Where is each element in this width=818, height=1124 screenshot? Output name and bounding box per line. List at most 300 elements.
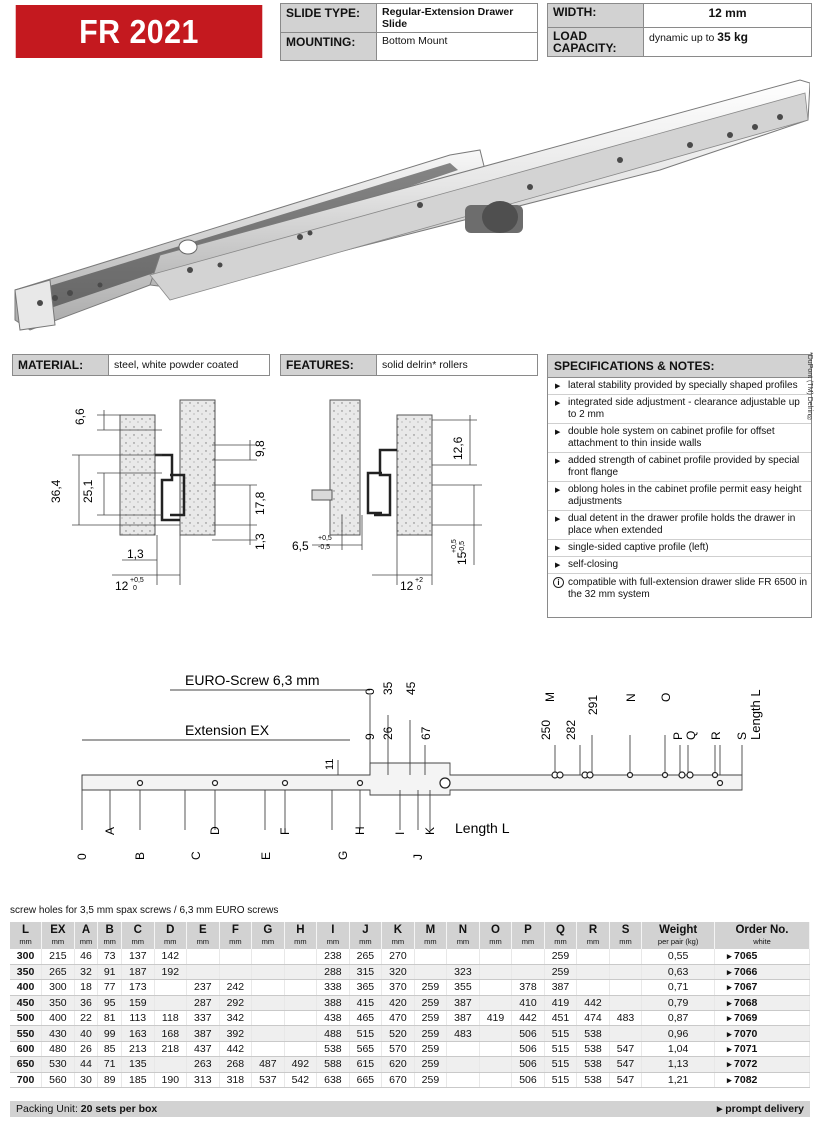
column-header-c: C mm — [122, 922, 155, 949]
table-cell — [219, 949, 252, 964]
table-cell: 538 — [577, 1057, 610, 1072]
table-cell: 542 — [284, 1072, 317, 1087]
table-cell: 483 — [447, 1026, 480, 1041]
load-capacity-label: LOAD CAPACITY: — [548, 28, 644, 57]
table-cell: 270 — [382, 949, 415, 964]
table-cell: 259 — [414, 1072, 447, 1087]
table-cell: 238 — [317, 949, 350, 964]
table-cell — [512, 964, 545, 979]
order-number-cell: ▸ 7068 — [715, 995, 810, 1010]
column-header-l: L mm — [10, 922, 42, 949]
table-cell: 168 — [154, 1026, 187, 1041]
column-header-j: J mm — [349, 922, 382, 949]
table-cell: 355 — [447, 980, 480, 995]
table-cell — [187, 964, 220, 979]
table-cell: 415 — [349, 995, 382, 1010]
table-row — [10, 949, 810, 964]
table-cell: 40 — [74, 1026, 98, 1041]
table-cell — [447, 1072, 480, 1087]
table-cell: 71 — [98, 1057, 122, 1072]
cross-section-drawings — [12, 385, 532, 610]
table-cell: 670 — [382, 1072, 415, 1087]
top-dim-45: 45 — [404, 681, 418, 695]
table-cell: 288 — [317, 964, 350, 979]
table-cell — [284, 995, 317, 1010]
table-cell: 85 — [98, 1041, 122, 1056]
dim-right-12-tol-dn: 0 — [417, 585, 421, 592]
table-cell: 506 — [512, 1072, 545, 1087]
specifications-box — [547, 354, 812, 618]
table-cell — [252, 995, 285, 1010]
bottom-label-H: H — [353, 826, 367, 835]
table-cell: 142 — [154, 949, 187, 964]
table-cell: 73 — [98, 949, 122, 964]
order-number-cell: ▸ 7065 — [715, 949, 810, 964]
dim-left-12-tol-up: +0,5 — [130, 577, 144, 584]
table-cell — [252, 1041, 285, 1056]
order-number-cell: ▸ 7072 — [715, 1057, 810, 1072]
column-header-d: D mm — [154, 922, 187, 949]
table-cell: 46 — [74, 949, 98, 964]
table-cell: 213 — [122, 1041, 155, 1056]
top-dim-35: 35 — [381, 681, 395, 695]
table-cell — [447, 1057, 480, 1072]
spec-item: ▶ lateral stability provided by specially shaped profiles — [548, 378, 811, 395]
table-cell: 242 — [219, 980, 252, 995]
table-cell — [154, 1057, 187, 1072]
table-cell: 0,96 — [642, 1026, 715, 1041]
bottom-label-0: 0 — [75, 853, 89, 860]
dim-left-1-3: 1,3 — [127, 547, 144, 561]
table-cell: 400 — [42, 1011, 75, 1026]
table-cell — [252, 964, 285, 979]
table-cell — [284, 980, 317, 995]
dim-left-1-3-vertical: 1,3 — [253, 533, 267, 550]
table-cell: 259 — [414, 1026, 447, 1041]
table-cell: 259 — [414, 1057, 447, 1072]
features-value: solid delrin* rollers — [377, 355, 538, 376]
column-header-o: O mm — [479, 922, 512, 949]
column-header-ex: EX mm — [42, 922, 75, 949]
bottom-label-A: A — [103, 826, 117, 835]
table-cell: 192 — [154, 964, 187, 979]
table-cell: 378 — [512, 980, 545, 995]
table-cell: 520 — [382, 1026, 415, 1041]
table-cell — [479, 949, 512, 964]
table-cell — [609, 949, 642, 964]
table-cell: 1,13 — [642, 1057, 715, 1072]
table-cell: 300 — [42, 980, 75, 995]
table-cell: 388 — [317, 995, 350, 1010]
column-header-i: I mm — [317, 922, 350, 949]
table-cell — [479, 964, 512, 979]
table-cell: 442 — [577, 995, 610, 1010]
table-cell: 89 — [98, 1072, 122, 1087]
packing-unit: Packing Unit: 20 sets per box — [16, 1103, 158, 1115]
table-cell: 1,04 — [642, 1041, 715, 1056]
table-cell: 438 — [317, 1011, 350, 1026]
bullet-icon: ▶ — [555, 429, 561, 436]
bullet-icon: ▶ — [555, 516, 561, 523]
table-cell: 483 — [609, 1011, 642, 1026]
length-l-top-label: Length L — [748, 689, 763, 740]
bullet-icon: ▶ — [555, 458, 561, 465]
table-cell: 185 — [122, 1072, 155, 1087]
table-cell: 638 — [317, 1072, 350, 1087]
table-cell: 550 — [10, 1026, 42, 1041]
table-cell: 465 — [349, 1011, 382, 1026]
table-cell: 387 — [447, 995, 480, 1010]
bottom-label-B: B — [133, 851, 147, 860]
table-cell — [284, 949, 317, 964]
table-cell: 500 — [10, 1011, 42, 1026]
dim-left-25-1: 25,1 — [81, 479, 95, 503]
spec-item: ▶ oblong holes in the cabinet profile permit easy height adjustments — [548, 482, 811, 511]
table-cell: 419 — [544, 995, 577, 1010]
table-cell: 480 — [42, 1041, 75, 1056]
table-header-row — [10, 922, 810, 949]
dim-right-12: 12 — [400, 579, 414, 593]
column-header-h: H mm — [284, 922, 317, 949]
top-letter-N: N — [624, 693, 638, 702]
order-number-cell: ▸ 7069 — [715, 1011, 810, 1026]
table-cell: 259 — [544, 949, 577, 964]
table-cell — [284, 1011, 317, 1026]
table-cell: 342 — [219, 1011, 252, 1026]
bottom-label-K: K — [423, 826, 437, 835]
table-cell: 487 — [252, 1057, 285, 1072]
top-dim-291: 291 — [586, 694, 600, 715]
spec-item: ▶ added strength of cabinet profile provided by special front flange — [548, 453, 811, 482]
table-cell: 323 — [447, 964, 480, 979]
table-cell: 0,63 — [642, 964, 715, 979]
table-cell: 515 — [544, 1072, 577, 1087]
bottom-label-D: D — [208, 826, 222, 835]
table-cell — [479, 1057, 512, 1072]
bottom-label-E: E — [259, 851, 273, 860]
table-cell — [577, 949, 610, 964]
column-header-n: N mm — [447, 922, 480, 949]
top-dim-282: 282 — [564, 719, 578, 740]
table-footer — [10, 1101, 810, 1117]
table-cell: 442 — [512, 1011, 545, 1026]
table-caption: screw holes for 3,5 mm spax screws / 6,3 mm EURO screws — [10, 905, 279, 916]
table-cell: 538 — [577, 1026, 610, 1041]
info-icon: i — [553, 577, 564, 588]
table-cell: 95 — [98, 995, 122, 1010]
bullet-icon: ▶ — [555, 400, 561, 407]
dim-right-6-5: 6,5 — [292, 539, 309, 553]
table-cell: 1,21 — [642, 1072, 715, 1087]
table-cell: 665 — [349, 1072, 382, 1087]
table-cell: 32 — [74, 964, 98, 979]
table-cell: 259 — [414, 1011, 447, 1026]
top-letter-O: O — [659, 692, 673, 702]
table-cell: 538 — [577, 1041, 610, 1056]
table-cell: 442 — [219, 1041, 252, 1056]
load-capacity-value: 35 kg — [717, 30, 748, 44]
dim-11-label: 11 — [324, 758, 336, 770]
spec-item: ▶ integrated side adjustment - clearance adjustable up to 2 mm — [548, 395, 811, 424]
table-cell: 259 — [414, 995, 447, 1010]
table-cell — [479, 1026, 512, 1041]
table-cell: 547 — [609, 1057, 642, 1072]
order-number-cell: ▸ 7070 — [715, 1026, 810, 1041]
column-header-s: S mm — [609, 922, 642, 949]
column-header-weight: Weight per pair (kg) — [642, 922, 715, 949]
specifications-list — [548, 378, 811, 574]
table-cell: 259 — [414, 1041, 447, 1056]
top-letter-S: S — [735, 731, 749, 740]
bullet-icon: ▶ — [555, 562, 561, 569]
column-header-order-no-: Order No. white — [715, 922, 810, 949]
spec-item: ▶ self-closing — [548, 557, 811, 574]
table-cell — [447, 949, 480, 964]
table-cell: 400 — [10, 980, 42, 995]
size-info-table — [547, 3, 812, 57]
top-letter-M: M — [543, 692, 557, 702]
euro-screw-label: EURO-Screw 6,3 mm — [185, 672, 320, 688]
column-header-e: E mm — [187, 922, 220, 949]
order-number-cell: ▸ 7066 — [715, 964, 810, 979]
table-cell — [512, 949, 545, 964]
spec-item: ▶ double hole system on cabinet profile for offset attachment to thin inside walls — [548, 424, 811, 453]
table-cell: 600 — [10, 1041, 42, 1056]
extension-label: Extension EX — [185, 722, 270, 738]
load-capacity-cell — [644, 28, 812, 57]
table-cell — [609, 964, 642, 979]
table-row — [10, 980, 810, 995]
table-cell: 265 — [42, 964, 75, 979]
table-row — [10, 1041, 810, 1056]
length-l-bottom-label: Length L — [455, 820, 510, 836]
table-cell — [252, 1026, 285, 1041]
dim-right-15-tol-up: +0,5 — [451, 539, 458, 553]
slide-type-value: Regular-Extension Drawer Slide — [377, 4, 538, 33]
table-cell: 620 — [382, 1057, 415, 1072]
table-cell: 30 — [74, 1072, 98, 1087]
table-cell: 430 — [42, 1026, 75, 1041]
table-cell: 0,55 — [642, 949, 715, 964]
table-cell: 450 — [10, 995, 42, 1010]
table-cell: 437 — [187, 1041, 220, 1056]
table-cell — [154, 995, 187, 1010]
table-cell: 387 — [544, 980, 577, 995]
table-cell: 419 — [479, 1011, 512, 1026]
width-value: 12 mm — [644, 4, 812, 28]
table-cell: 488 — [317, 1026, 350, 1041]
table-cell — [252, 980, 285, 995]
top-dim-250: 250 — [539, 719, 553, 740]
table-cell: 350 — [10, 964, 42, 979]
dim-right-6-5-tol-up: +0,5 — [318, 535, 332, 542]
dim-right-12-tol-up: +2 — [415, 577, 423, 584]
table-cell — [187, 949, 220, 964]
table-cell: 547 — [609, 1072, 642, 1087]
table-cell: 320 — [382, 964, 415, 979]
table-row — [10, 1026, 810, 1041]
load-capacity-prefix: dynamic up to — [649, 32, 715, 44]
prompt-delivery-label: ▸ prompt delivery — [717, 1103, 804, 1115]
product-title: FR 2021 — [16, 5, 263, 58]
table-cell: 570 — [382, 1041, 415, 1056]
bottom-label-F: F — [278, 827, 292, 835]
drawer-slide-product-image — [10, 75, 810, 340]
bottom-label-J: J — [411, 854, 425, 860]
dim-left-12: 12 — [115, 579, 129, 593]
table-row — [10, 995, 810, 1010]
column-header-m: M mm — [414, 922, 447, 949]
top-dim-0: 0 — [363, 688, 377, 695]
column-header-g: G mm — [252, 922, 285, 949]
table-cell: 218 — [154, 1041, 187, 1056]
table-cell: 18 — [74, 980, 98, 995]
table-cell: 315 — [349, 964, 382, 979]
table-cell — [414, 949, 447, 964]
table-cell: 22 — [74, 1011, 98, 1026]
table-cell: 187 — [122, 964, 155, 979]
dim-right-12-6: 12,6 — [451, 436, 465, 460]
table-cell — [479, 1072, 512, 1087]
table-cell — [609, 1026, 642, 1041]
table-cell: 474 — [577, 1011, 610, 1026]
column-header-b: B mm — [98, 922, 122, 949]
table-cell: 615 — [349, 1057, 382, 1072]
table-cell: 313 — [187, 1072, 220, 1087]
table-cell: 538 — [317, 1041, 350, 1056]
specifications-title: SPECIFICATIONS & NOTES: — [548, 355, 811, 378]
table-cell: 263 — [187, 1057, 220, 1072]
top-dim-67: 67 — [419, 726, 433, 740]
table-cell — [252, 1011, 285, 1026]
table-cell: 588 — [317, 1057, 350, 1072]
table-cell: 318 — [219, 1072, 252, 1087]
table-cell: 292 — [219, 995, 252, 1010]
width-label: WIDTH: — [548, 4, 644, 28]
table-cell: 530 — [42, 1057, 75, 1072]
table-cell: 91 — [98, 964, 122, 979]
table-cell: 515 — [544, 1026, 577, 1041]
material-table — [12, 354, 270, 376]
dim-left-17-8: 17,8 — [253, 491, 267, 515]
table-cell: 470 — [382, 1011, 415, 1026]
order-number-cell: ▸ 7067 — [715, 980, 810, 995]
table-cell: 392 — [219, 1026, 252, 1041]
table-cell — [609, 980, 642, 995]
table-cell: 700 — [10, 1072, 42, 1087]
top-letter-Q: Q — [684, 730, 698, 740]
table-cell: 387 — [447, 1011, 480, 1026]
column-header-a: A mm — [74, 922, 98, 949]
dim-right-6-5-tol-dn: -0,5 — [318, 544, 331, 551]
table-cell: 190 — [154, 1072, 187, 1087]
table-cell: 268 — [219, 1057, 252, 1072]
table-cell: 506 — [512, 1026, 545, 1041]
bottom-label-G: G — [336, 850, 350, 860]
top-letter-R: R — [709, 731, 723, 740]
table-cell — [447, 1041, 480, 1056]
bullet-icon: ▶ — [555, 545, 561, 552]
table-cell — [609, 995, 642, 1010]
dim-right-15-tol-dn: -0,5 — [459, 540, 466, 553]
table-cell: 215 — [42, 949, 75, 964]
bullet-icon: ▶ — [555, 487, 561, 494]
table-cell: 300 — [10, 949, 42, 964]
table-cell — [479, 980, 512, 995]
dimensions-table — [10, 922, 810, 1088]
table-cell: 0,87 — [642, 1011, 715, 1026]
slide-info-table — [280, 3, 538, 61]
table-cell: 0,71 — [642, 980, 715, 995]
table-cell: 537 — [252, 1072, 285, 1087]
table-cell: 350 — [42, 995, 75, 1010]
table-cell — [414, 964, 447, 979]
dim-left-36-4: 36,4 — [49, 479, 63, 503]
top-dim-26: 26 — [381, 726, 395, 740]
table-cell: 538 — [577, 1072, 610, 1087]
table-cell: 387 — [187, 1026, 220, 1041]
table-cell — [577, 980, 610, 995]
table-cell: 515 — [349, 1026, 382, 1041]
table-cell: 515 — [544, 1057, 577, 1072]
column-header-f: F mm — [219, 922, 252, 949]
table-cell: 173 — [122, 980, 155, 995]
material-label: MATERIAL: — [13, 355, 109, 376]
order-number-cell: ▸ 7082 — [715, 1072, 810, 1087]
table-cell: 81 — [98, 1011, 122, 1026]
table-cell — [284, 1041, 317, 1056]
top-dim-9: 9 — [363, 733, 377, 740]
table-cell: 287 — [187, 995, 220, 1010]
table-row — [10, 964, 810, 979]
material-value: steel, white powder coated — [109, 355, 270, 376]
table-cell — [479, 995, 512, 1010]
table-cell: 118 — [154, 1011, 187, 1026]
dim-left-6-6: 6,6 — [73, 408, 87, 425]
table-cell: 44 — [74, 1057, 98, 1072]
bottom-label-C: C — [189, 851, 203, 860]
table-cell: 337 — [187, 1011, 220, 1026]
table-cell — [154, 980, 187, 995]
table-cell: 410 — [512, 995, 545, 1010]
table-cell: 135 — [122, 1057, 155, 1072]
slide-type-label: SLIDE TYPE: — [281, 4, 377, 33]
table-cell: 560 — [42, 1072, 75, 1087]
dim-right-15: 15 — [455, 551, 469, 565]
table-cell — [284, 1026, 317, 1041]
table-cell — [479, 1041, 512, 1056]
table-cell — [219, 964, 252, 979]
table-cell — [252, 949, 285, 964]
compatibility-note: i compatible with full-extension drawer slide FR 6500 in the 32 mm system — [548, 574, 811, 604]
table-cell: 99 — [98, 1026, 122, 1041]
table-cell: 370 — [382, 980, 415, 995]
table-cell: 565 — [349, 1041, 382, 1056]
table-cell: 506 — [512, 1057, 545, 1072]
top-letter-P: P — [671, 731, 685, 740]
table-cell: 36 — [74, 995, 98, 1010]
table-cell: 265 — [349, 949, 382, 964]
column-header-r: R mm — [577, 922, 610, 949]
table-cell: 451 — [544, 1011, 577, 1026]
dim-left-12-tol-dn: 0 — [133, 585, 137, 592]
table-cell: 506 — [512, 1041, 545, 1056]
table-cell: 0,79 — [642, 995, 715, 1010]
table-cell: 137 — [122, 949, 155, 964]
table-cell: 159 — [122, 995, 155, 1010]
table-cell: 26 — [74, 1041, 98, 1056]
spec-item: ▶ dual detent in the drawer profile holds the drawer in place when extended — [548, 511, 811, 540]
